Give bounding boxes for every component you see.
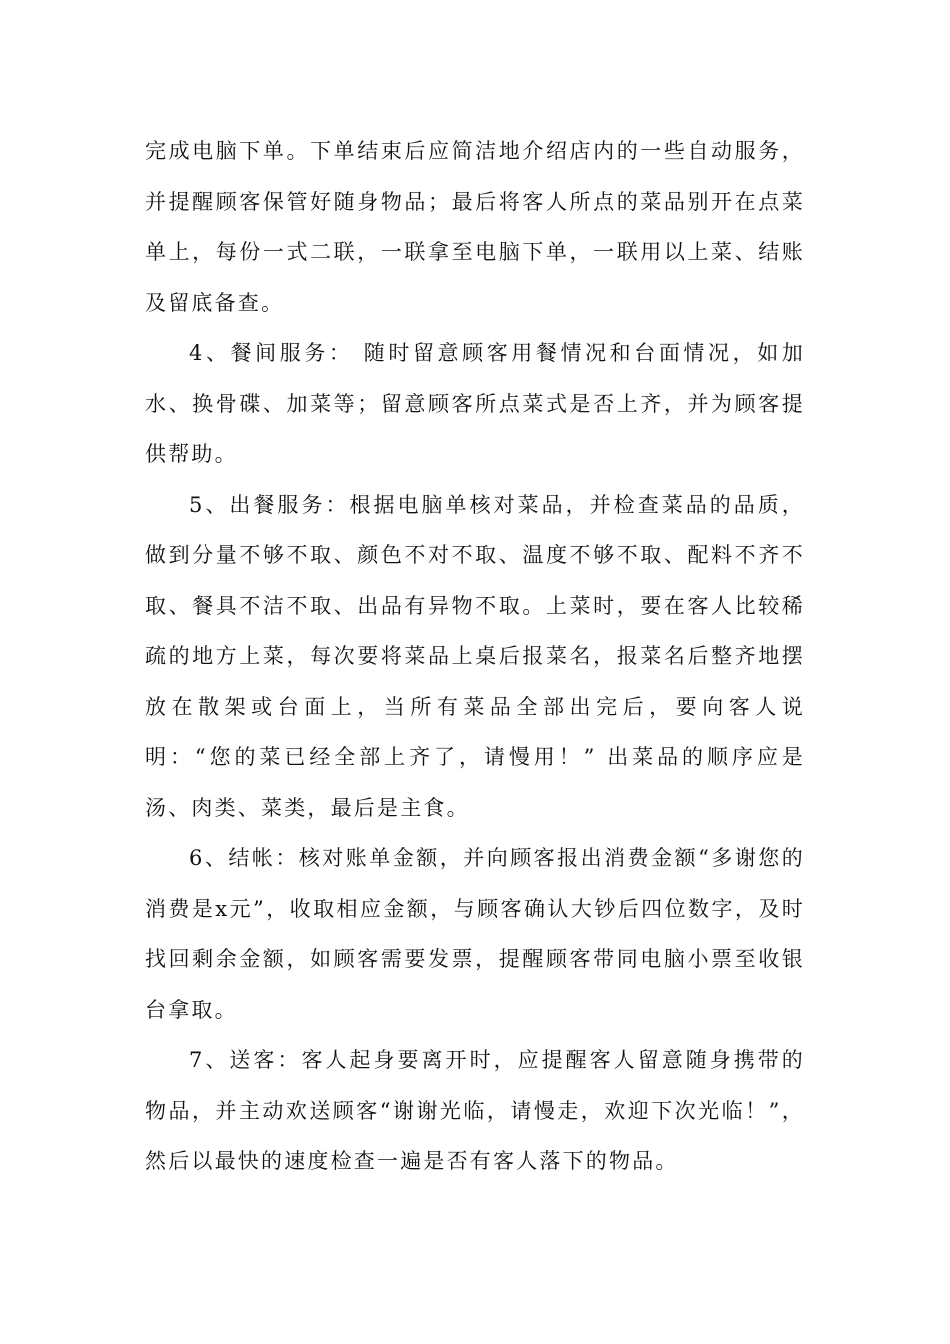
paragraph-seeing-off: 7、送客：客人起身要离开时，应提醒客人留意随身携带的物品，并主动欢送顾客“谢谢光临，请慢走，欢迎下次光临！”，然后以最快的速度检查一遍是否有客人落下的物品。	[145, 1048, 805, 1173]
paragraph-checkout: 6、结帐：核对账单金额，并向顾客报出消费金额“多谢您的消费是x元”，收取相应金额，与顾客确认大钞后四位数字，及时找回剩余金额，如顾客需要发票，提醒顾客带同电脑小票至收银台拿取。	[145, 846, 805, 1022]
paragraph-dining-service: 4、餐间服务： 随时留意顾客用餐情况和台面情况，如加水、换骨碟、加菜等；留意顾客所点菜式是否上齐，并为顾客提供帮助。	[145, 341, 805, 466]
paragraph-serving-service: 5、出餐服务：根据电脑单核对菜品，并检查菜品的品质，做到分量不够不取、颜色不对不取、温度不够不取、配料不齐不取、餐具不洁不取、出品有异物不取。上菜时，要在客人比较稀疏的地方上菜，每次要将菜品上桌后报菜名，报菜名后整齐地摆放在散架或台面上，当所有菜品全部出完后，要向客人说明：“您的菜已经全部上齐了，请慢用！” 出菜品的顺序应是汤、肉类、菜类，最后是主食。	[145, 492, 805, 820]
paragraph-order-continuation: 完成电脑下单。下单结束后应简洁地介绍店内的一些自动服务，并提醒顾客保管好随身物品；最后将客人所点的菜品别开在点菜单上，每份一式二联，一联拿至电脑下单，一联用以上菜、结账及留底备查。	[145, 139, 805, 315]
document-body	[145, 126, 805, 1187]
